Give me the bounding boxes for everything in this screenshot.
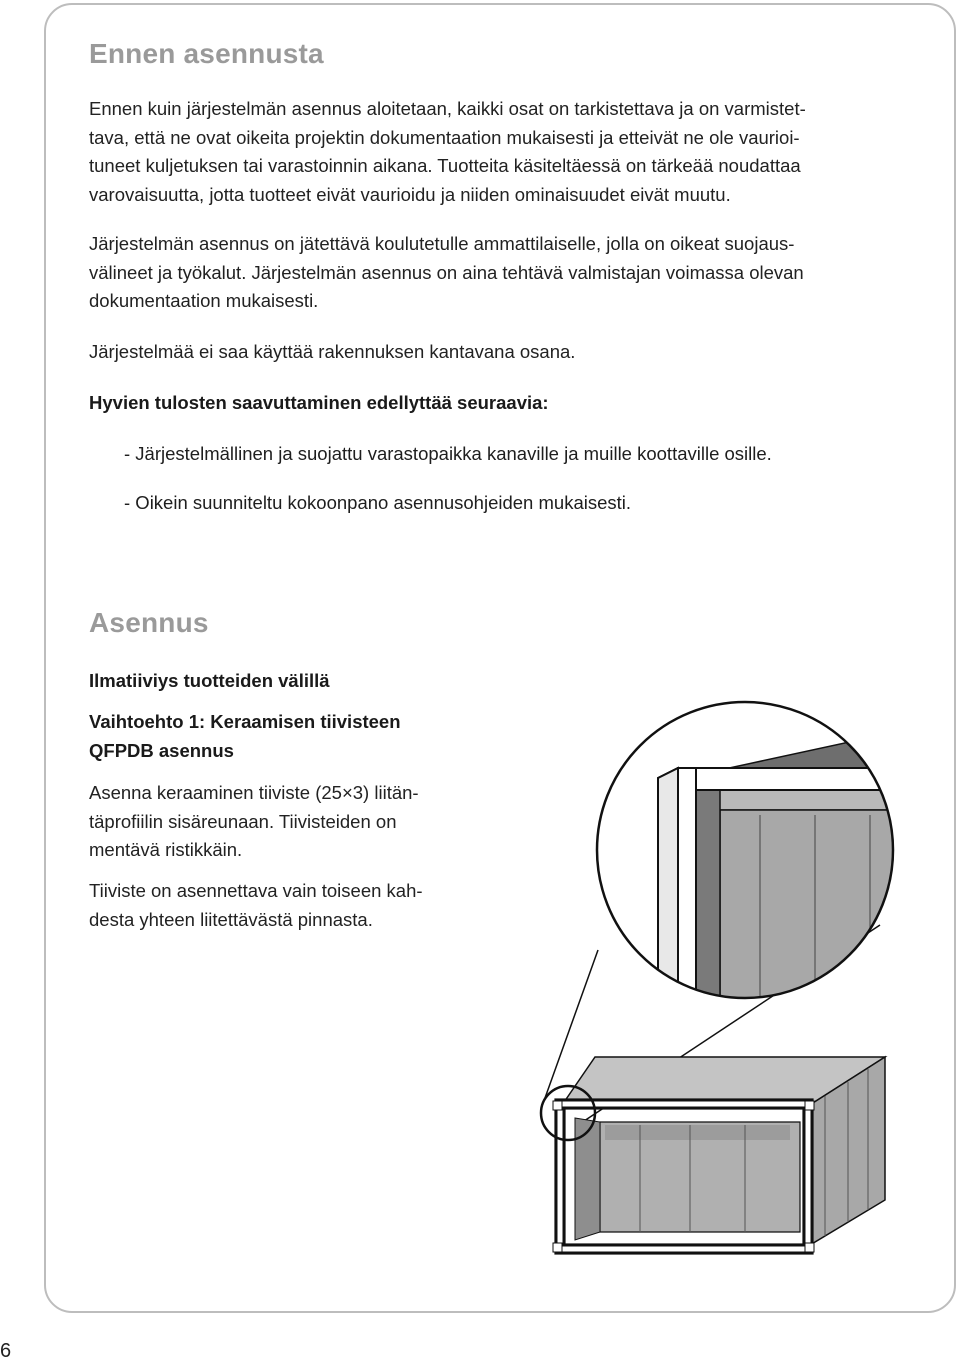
text-line: mentävä ristikkäin.	[89, 839, 243, 860]
paragraph-professional-install	[89, 230, 804, 316]
text-line: tuneet kuljetuksen tai varastoinnin aikana. Tuotteita käsiteltäessä on tärkeää noudattaa	[89, 155, 801, 176]
requirements-heading	[89, 389, 549, 418]
paragraph-gasket-one-side	[89, 877, 423, 934]
text-line: Järjestelmää ei saa käyttää rakennuksen kantavana osana.	[89, 341, 576, 362]
text-line: Järjestelmän asennus on jätettävä koulutetulle ammattilaiselle, jolla on oikeat suojaus-	[89, 233, 795, 254]
detail-marker-circle	[541, 1086, 595, 1140]
paragraph-gasket-placement	[89, 779, 419, 865]
subheading-airtightness	[89, 667, 330, 696]
duct-illustration	[520, 690, 950, 1280]
text-line: dokumentaation mukaisesti.	[89, 290, 319, 311]
section-title-installation: Asennus	[89, 607, 209, 638]
text-line: Asenna keraaminen tiiviste (25×3) liitän-	[89, 782, 419, 803]
text-line: välineet ja työkalut. Järjestelmän asennus on aina tehtävä valmistajan voimassa olevan	[89, 261, 804, 283]
text-line: desta yhteen liitettävästä pinnasta.	[89, 908, 373, 930]
text-line: Ilmatiiviys tuotteiden välillä	[89, 670, 330, 691]
text-line: tava, että ne ovat oikeita projektin dokumentaation mukaisesti ja etteivät ne ole vaurioi-	[89, 126, 800, 148]
text-line: Vaihtoehto 1: Keraamisen tiivisteen	[89, 711, 401, 732]
paragraph-inspection	[89, 95, 806, 209]
text-line: Hyvien tulosten saavuttaminen edellyttää seuraavia:	[89, 392, 549, 413]
magnified-corner-detail	[590, 700, 910, 1000]
text-line: Ennen kuin järjestelmän asennus aloitetaan, kaikki osat on tarkistettava ja on varmistet-	[89, 98, 806, 119]
page-number: 6	[0, 1340, 12, 1362]
text-line: QFPDB asennus	[89, 739, 234, 761]
bullet-storage: - Järjestelmällinen ja suojattu varastopaikka kanaville ja muille koottaville osille.	[124, 443, 772, 464]
text-line: täprofiilin sisäreunaan. Tiivisteiden on	[89, 810, 397, 832]
text-line: Tiiviste on asennettava vain toiseen kah-	[89, 880, 423, 901]
section-title-before-installation: Ennen asennusta	[89, 38, 324, 69]
bullet-assembly: - Oikein suunniteltu kokoonpano asennusohjeiden mukaisesti.	[124, 492, 632, 513]
option-heading	[89, 708, 401, 765]
text-line: varovaisuutta, jotta tuotteet eivät vaurioidu ja niiden ominaisuudet eivät muutu.	[89, 183, 731, 205]
paragraph-not-load-bearing	[89, 338, 575, 367]
duct-body	[553, 1057, 885, 1254]
